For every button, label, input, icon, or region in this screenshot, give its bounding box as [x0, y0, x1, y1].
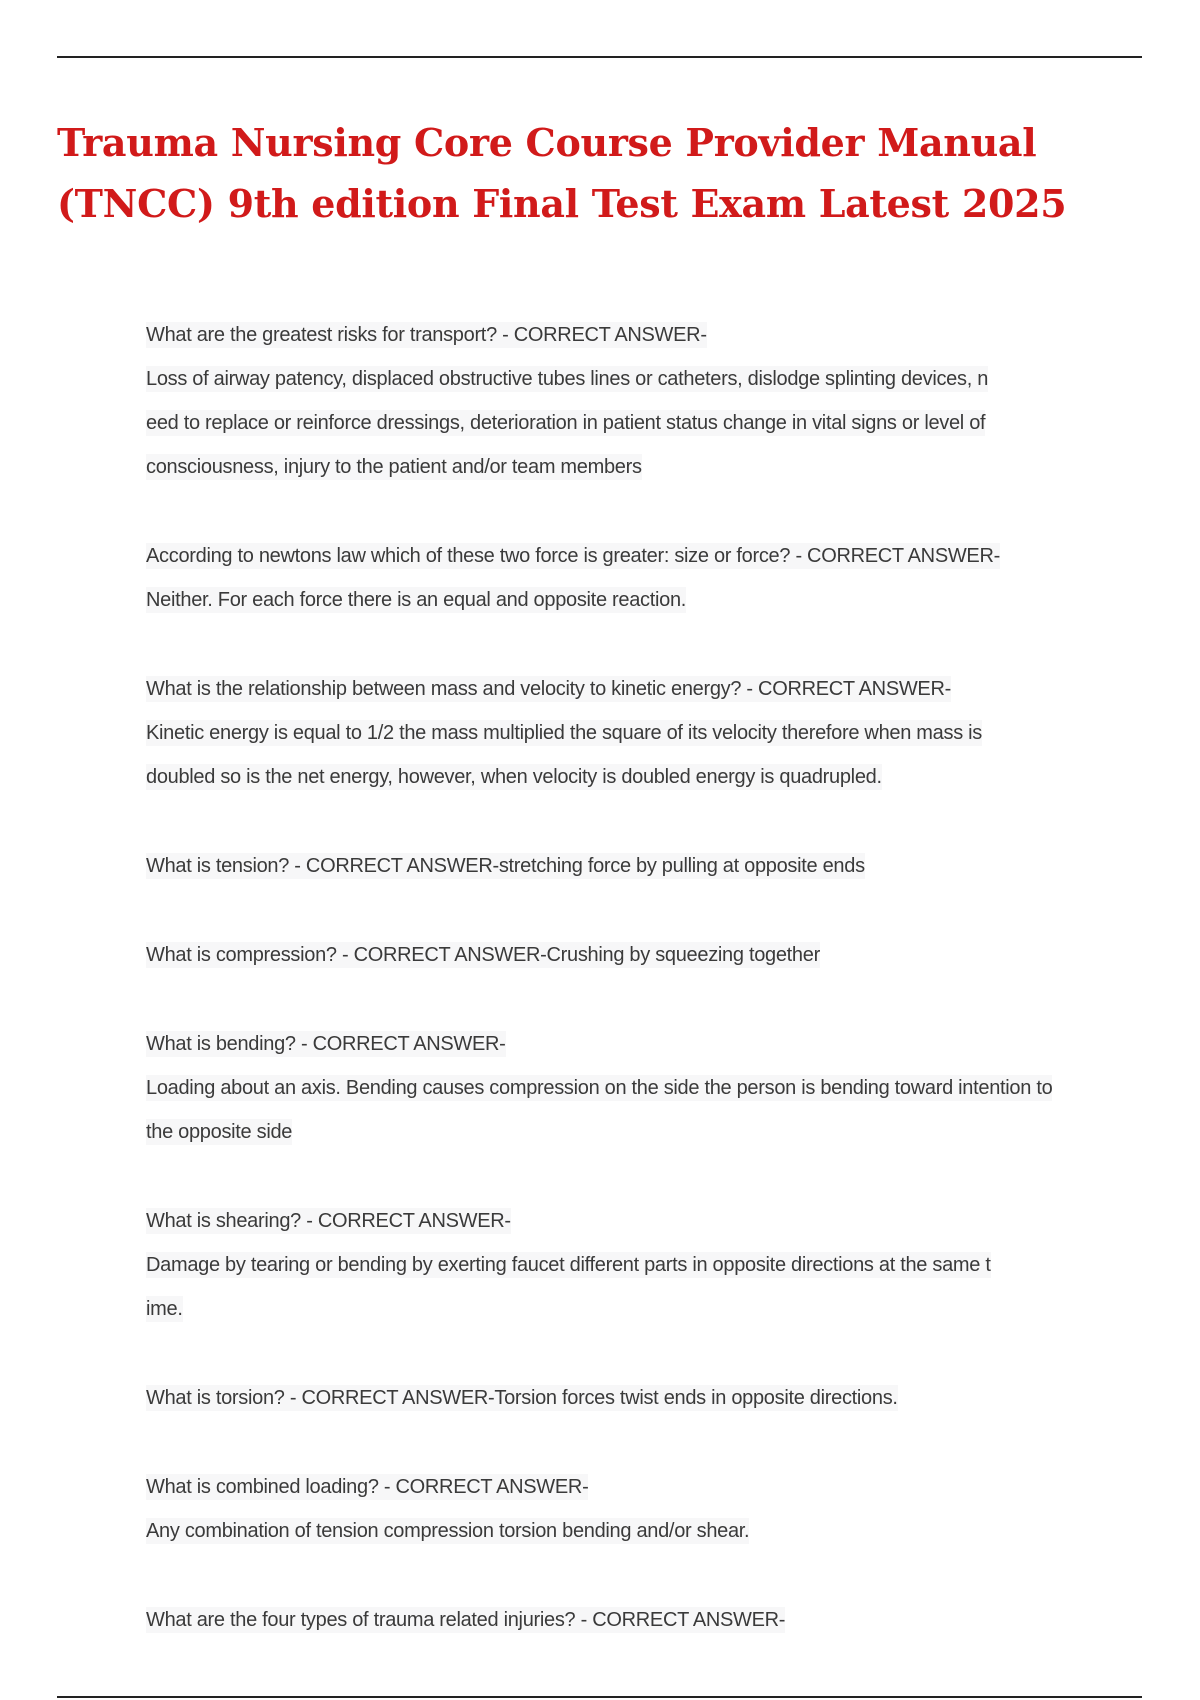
- qa-line: ime.: [146, 1298, 183, 1320]
- qa-line: What is bending? - CORRECT ANSWER-: [146, 1033, 506, 1055]
- qa-line: What is torsion? - CORRECT ANSWER-Torsion forces twist ends in opposite directions.: [146, 1387, 898, 1409]
- qa-line: the opposite side: [146, 1121, 293, 1143]
- qa-item: [146, 1376, 1142, 1420]
- qa-item: [146, 844, 1142, 888]
- qa-item: [146, 1465, 1142, 1553]
- qa-line: Loss of airway patency, displaced obstructive tubes lines or catheters, dislodge splinting devices, n: [146, 368, 989, 390]
- qa-line: eed to replace or reinforce dressings, deterioration in patient status change in vital signs or level of: [146, 412, 986, 434]
- qa-line: What is compression? - CORRECT ANSWER-Crushing by squeezing together: [146, 944, 820, 966]
- qa-item: [146, 313, 1142, 489]
- title-line: (TNCC) 9th edition Final Test Exam Latest 2025: [57, 181, 1067, 226]
- qa-line: Neither. For each force there is an equal and opposite reaction.: [146, 589, 687, 611]
- qa-list: [146, 313, 1142, 1642]
- top-rule: [57, 56, 1142, 58]
- qa-line: Kinetic energy is equal to 1/2 the mass multiplied the square of its velocity therefore when mass is: [146, 722, 982, 744]
- qa-line: What are the four types of trauma related injuries? - CORRECT ANSWER-: [146, 1609, 786, 1631]
- qa-item: [146, 1598, 1142, 1642]
- title-line: Trauma Nursing Core Course Provider Manual: [57, 120, 1037, 165]
- qa-line: What is combined loading? - CORRECT ANSWER-: [146, 1476, 589, 1498]
- qa-line: What are the greatest risks for transport? - CORRECT ANSWER-: [146, 324, 707, 346]
- qa-line: doubled so is the net energy, however, when velocity is doubled energy is quadrupled.: [146, 766, 882, 788]
- bottom-rule: [57, 1696, 1142, 1698]
- qa-item: [146, 534, 1142, 622]
- qa-line: Any combination of tension compression torsion bending and/or shear.: [146, 1520, 750, 1542]
- qa-line: What is the relationship between mass and velocity to kinetic energy? - CORRECT ANSWER-: [146, 678, 951, 700]
- qa-line: consciousness, injury to the patient and/or team members: [146, 456, 642, 478]
- qa-item: [146, 933, 1142, 977]
- qa-item: [146, 667, 1142, 799]
- qa-item: [146, 1022, 1142, 1154]
- document-title: [57, 112, 1157, 234]
- qa-line: According to newtons law which of these two force is greater: size or force? - CORRECT ANSWER-: [146, 545, 1000, 567]
- qa-line: What is tension? - CORRECT ANSWER-stretching force by pulling at opposite ends: [146, 855, 865, 877]
- qa-line: Loading about an axis. Bending causes compression on the side the person is bending toward intention to: [146, 1077, 1053, 1099]
- qa-item: [146, 1199, 1142, 1331]
- qa-line: What is shearing? - CORRECT ANSWER-: [146, 1210, 511, 1232]
- qa-line: Damage by tearing or bending by exerting faucet different parts in opposite directions at the same t: [146, 1254, 991, 1276]
